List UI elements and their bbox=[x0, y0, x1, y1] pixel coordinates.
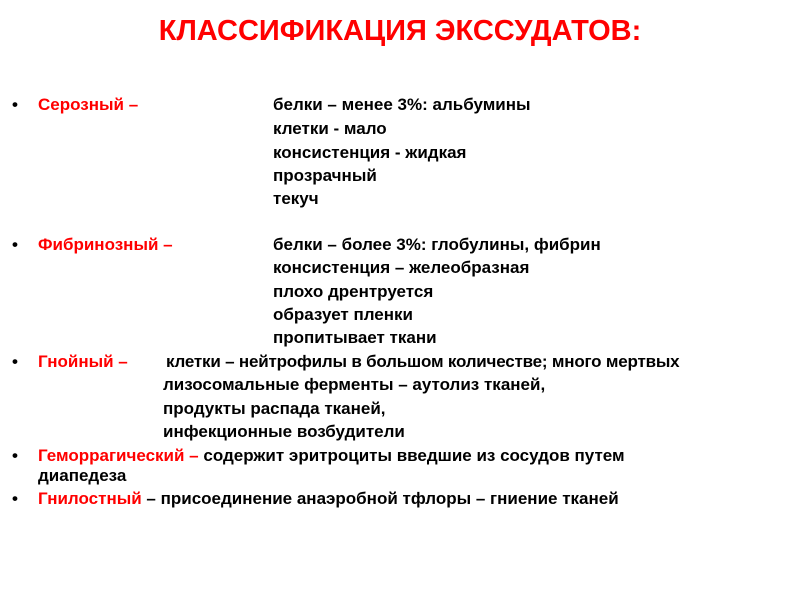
purulent-line-3: продукты распада тканей, bbox=[163, 399, 386, 418]
bullet-fibrinous: • bbox=[12, 235, 18, 254]
hemorrhagic-line-2: диапедеза bbox=[38, 466, 127, 485]
putrefactive-text-1: – присоединение анаэробной тфлоры – гниение тканей bbox=[141, 489, 619, 508]
serous-line-1: белки – менее 3%: альбумины bbox=[273, 95, 531, 114]
term-serous-label: Серозный bbox=[38, 95, 124, 114]
hemorrhagic-text-1: содержит эритроциты введшие из сосудов путем bbox=[198, 446, 625, 465]
serous-line-4: прозрачный bbox=[273, 166, 377, 185]
hemorrhagic-line-1 bbox=[38, 446, 625, 466]
purulent-line-4: инфекционные возбудители bbox=[163, 422, 405, 441]
term-fibrinous-label: Фибринозный bbox=[38, 235, 159, 254]
serous-line-5: текуч bbox=[273, 189, 319, 208]
term-serous-separator: – bbox=[123, 95, 139, 114]
serous-line-3: консистенция - жидкая bbox=[273, 143, 467, 162]
slide-title: КЛАССИФИКАЦИЯ ЭКССУДАТОВ: bbox=[158, 15, 642, 47]
bullet-purulent: • bbox=[12, 352, 18, 371]
fibrinous-line-2: консистенция – желеобразная bbox=[273, 258, 530, 277]
bullet-serous: • bbox=[12, 95, 18, 114]
putrefactive-line-1 bbox=[38, 489, 619, 509]
term-purulent-separator: – bbox=[113, 352, 128, 371]
purulent-line-1: клетки – нейтрофилы в большом количестве; много мертвых bbox=[166, 352, 680, 371]
term-fibrinous-separator: – bbox=[158, 235, 173, 254]
serous-line-2: клетки - мало bbox=[273, 119, 387, 138]
term-purulent bbox=[38, 352, 128, 372]
term-serous bbox=[38, 95, 138, 115]
fibrinous-line-3: плохо дрентруется bbox=[273, 282, 434, 301]
fibrinous-line-1: белки – более 3%: глобулины, фибрин bbox=[273, 235, 601, 254]
term-hemorrhagic-label: Геморрагический – bbox=[38, 446, 199, 465]
bullet-hemorrhagic: • bbox=[12, 446, 18, 465]
term-putrefactive-label: Гнилостный bbox=[38, 489, 142, 508]
purulent-line-2: лизосомальные ферменты – аутолиз тканей, bbox=[163, 375, 546, 394]
term-fibrinous bbox=[38, 235, 173, 255]
bullet-putrefactive: • bbox=[12, 489, 18, 508]
fibrinous-line-5: пропитывает ткани bbox=[273, 328, 437, 347]
term-purulent-label: Гнойный bbox=[38, 352, 114, 371]
fibrinous-line-4: образует пленки bbox=[273, 305, 413, 324]
